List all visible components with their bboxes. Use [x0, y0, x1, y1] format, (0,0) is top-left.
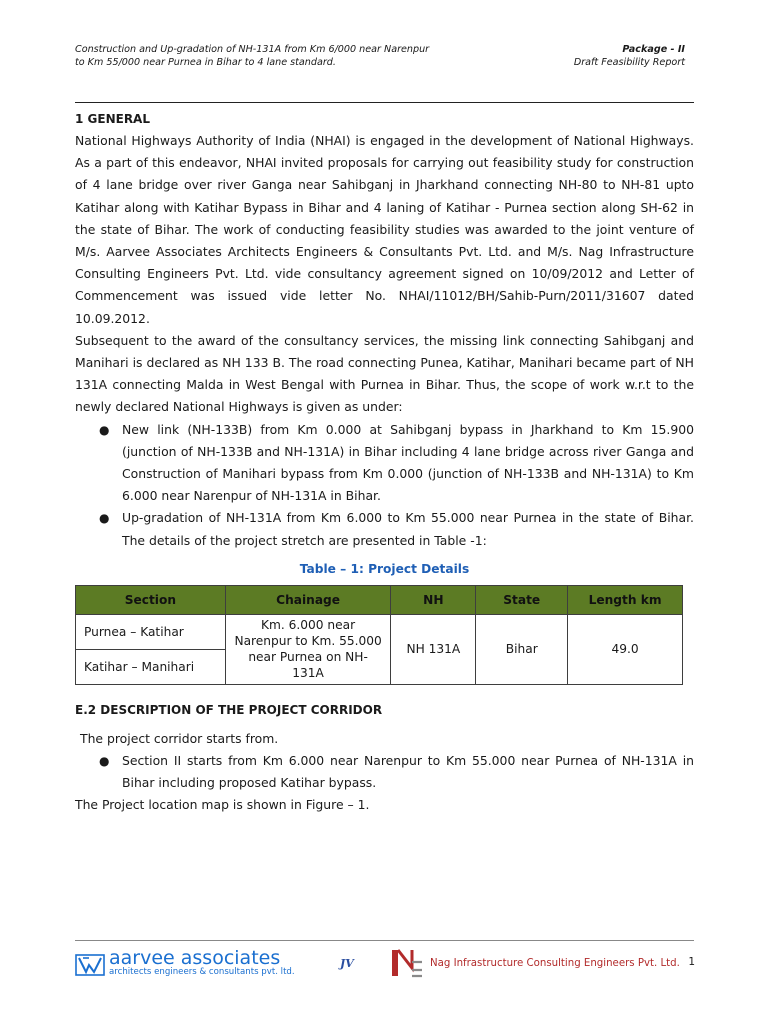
aarvee-logo-icon: [75, 954, 105, 976]
nag-company-name: Nag Infrastructure Consulting Engineers Pvt. Ltd.: [430, 958, 680, 969]
footer-divider: [75, 940, 694, 941]
aarvee-company-name: aarvee associates: [109, 947, 281, 969]
column-header-chainage: Chainage: [225, 585, 391, 614]
scope-bullet-list: [75, 419, 694, 552]
project-details-table: [75, 585, 683, 685]
paragraph-corridor-intro: The project corridor starts from.: [80, 730, 279, 746]
list-item: [75, 507, 694, 551]
table-row: [76, 614, 683, 649]
aarvee-tagline: architects engineers & consultants pvt. ltd.: [109, 967, 295, 977]
header-divider: [75, 102, 694, 103]
bullet-icon: ●: [99, 511, 110, 526]
column-header-section: Section: [76, 585, 226, 614]
paragraph-scope: Subsequent to the award of the consultancy services, the missing link connecting Sahibganj and Manihari is declared as NH 133 B. The road connecting Punea, Katihar, Manihari became part of NH 131A connecting Malda in West Bengal with Purnea in Bihar. Thus, the scope of work w.r.t to the newly declared National Highways is given as under:: [75, 332, 694, 415]
nag-logo-icon: [390, 948, 424, 978]
list-item-text: New link (NH-133B) from Km 0.000 at Sahibganj bypass in Jharkhand to Km 15.900 (junction of NH-133B and NH-131A) in Bihar including 4 lane bridge across river Ganga and Construction of Manihari bypass from Km 0.000 (junction of NH-133B and NH-131A) to Km 6.000 near Narenpur of NH-131A in Bihar.: [122, 421, 694, 504]
section-heading-corridor: E.2 DESCRIPTION OF THE PROJECT CORRIDOR: [75, 702, 383, 717]
column-header-nh: NH: [391, 585, 476, 614]
list-item-text: Up-gradation of NH-131A from Km 6.000 to Km 55.000 near Purnea in the state of Bihar. The details of the project stretch are presented in Table -1:: [122, 510, 694, 548]
list-item-text: Section II starts from Km 6.000 near Narenpur to Km 55.000 near Purnea of NH-131A in Bihar including proposed Katihar bypass.: [122, 753, 694, 791]
cell-section: Katihar – Manihari: [76, 649, 226, 684]
corridor-bullet-list: [75, 750, 694, 794]
bullet-icon: ●: [99, 754, 110, 769]
cell-section: Purnea – Katihar: [76, 614, 226, 649]
table-caption: Table – 1: Project Details: [299, 561, 470, 576]
main-content: [75, 108, 694, 817]
paragraph-location-map: The Project location map is shown in Figure – 1.: [75, 797, 370, 813]
list-item: [75, 419, 694, 508]
header-title-line-1: Construction and Up-gradation of NH-131A from Km 6/000 near Narenpur: [75, 44, 430, 55]
header-package: Package - II: [622, 44, 685, 55]
column-header-length: Length km: [568, 585, 683, 614]
page-number: 1: [688, 956, 695, 968]
bullet-icon: ●: [99, 422, 110, 437]
header-report-info: [574, 44, 685, 69]
aarvee-logo: [75, 948, 300, 980]
cell-chainage: Km. 6.000 near Narenpur to Km. 55.000 near Purnea on NH-131A: [225, 614, 391, 684]
paragraph-nhai-intro: National Highways Authority of India (NHAI) is engaged in the development of National Highways. As a part of this endeavor, NHAI invited proposals for carrying out feasibility study for construction of 4 lane bridge over river Ganga near Sahibganj in Jharkhand connecting NH-80 to NH-81 upto Katihar along with Katihar Bypass in Bihar and 4 laning of Katihar - Purnea section along SH-62 in the state of Bihar. The work of conducting feasibility studies was awarded to the joint venture of M/s. Aarvee Associates Architects Engineers & Consultants Pvt. Ltd. and M/s. Nag Infrastructure Consulting Engineers Pvt. Ltd. vide consultancy agreement signed on 10/09/2012 and Letter of Commencement was issued vide letter No. NHAI/11012/BH/Sahib-Purn/2011/31607 dated 10.09.2012.: [75, 133, 694, 326]
header-report-type: Draft Feasibility Report: [573, 56, 685, 68]
cell-nh: NH 131A: [391, 614, 476, 684]
column-header-state: State: [476, 585, 568, 614]
section-heading-general: 1 GENERAL: [75, 112, 150, 126]
header-title-line-2: to Km 55/000 near Purnea in Bihar to 4 lane standard.: [75, 56, 336, 68]
cell-state: Bihar: [476, 614, 568, 684]
page-footer: [75, 948, 695, 982]
header-project-title: [75, 44, 495, 69]
list-item: [75, 750, 694, 794]
cell-length: 49.0: [568, 614, 683, 684]
table-header-row: [76, 585, 683, 614]
joint-venture-label: JV: [340, 957, 354, 970]
nag-logo: [390, 948, 680, 980]
